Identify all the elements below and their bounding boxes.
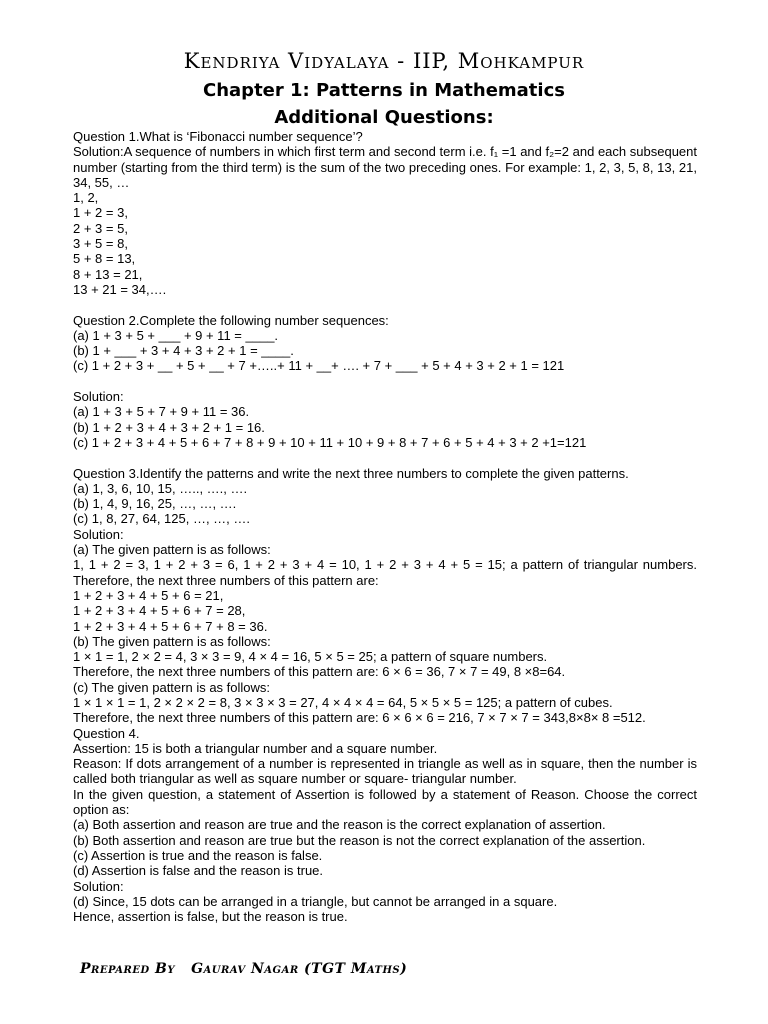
q4-solution-line: Hence, assertion is false, but the reason is true. (73, 909, 348, 925)
q2-solution-label: Solution: (73, 389, 124, 405)
q4-reason: Reason: If dots arrangement of a number is represented in triangle as well as in square, then the number is called both triangular as well as square number or square- triangular number. (73, 756, 697, 787)
question-2: Question 2.Complete the following number sequences: (73, 312, 389, 328)
fibonacci-line: 1, 2, (73, 190, 99, 206)
q3-a-line: 1 + 2 + 3 + 4 + 5 + 6 = 21, (73, 587, 224, 603)
q3-a-line: 1 + 2 + 3 + 4 + 5 + 6 + 7 + 8 = 36. (73, 618, 268, 634)
fibonacci-line: 13 + 21 = 34,…. (73, 281, 167, 297)
q2-solution-a: (a) 1 + 3 + 5 + 7 + 9 + 11 = 36. (73, 404, 250, 420)
q3-part-a: (a) 1, 3, 6, 10, 15, ….., …., …. (73, 480, 248, 496)
q3-solution-label: Solution: (73, 526, 124, 542)
q4-option-c: (c) Assertion is true and the reason is false. (73, 847, 323, 863)
q2-part-a: (a) 1 + 3 + 5 + ___ + 9 + 11 = ____. (73, 327, 279, 343)
fibonacci-line: 1 + 2 = 3, (73, 205, 128, 221)
document-body (73, 129, 697, 924)
prepared-by: Prepared By Gaurav Nagar (TGT Maths) (80, 961, 408, 977)
q3-b-next: Therefore, the next three numbers of this pattern are: 6 × 6 = 36, 7 × 7 = 49, 8 ×8=64. (73, 664, 566, 680)
spacer (73, 297, 697, 312)
q2-part-b: (b) 1 + ___ + 3 + 4 + 3 + 2 + 1 = ____. (73, 343, 294, 359)
q1-solution: Solution:A sequence of numbers in which first term and second term i.e. f₁ =1 and f₂=2 and each subsequent number (starting from the third term) is the sum of the two preceding ones. For example: 1, 2, 3, 5, 8, 13, 21, 34, 55, … (73, 144, 697, 190)
q3-c-next: Therefore, the next three numbers of this pattern are: 6 × 6 × 6 = 216, 7 × 7 × 7 = 343,8×8× 8 =512. (73, 710, 646, 726)
q4-option-d: (d) Assertion is false and the reason is true. (73, 863, 324, 879)
q3-part-b: (b) 1, 4, 9, 16, 25, …, …, …. (73, 496, 237, 512)
q4-option-b: (b) Both assertion and reason are true but the reason is not the correct explanation of the assertion. (73, 832, 646, 848)
chapter-title: Chapter 1: Patterns in Mathematics (203, 80, 565, 101)
fibonacci-line: 8 + 13 = 21, (73, 266, 143, 282)
spacer (73, 450, 697, 465)
q3-a-text: 1, 1 + 2 = 3, 1 + 2 + 3 = 6, 1 + 2 + 3 + 4 = 10, 1 + 2 + 3 + 4 + 5 = 15; a pattern of triangular numbers. Therefore, the next three numbers of this pattern are: (73, 557, 697, 588)
question-1: Question 1.What is ‘Fibonacci number sequence’? (73, 129, 363, 144)
q3-a-line: 1 + 2 + 3 + 4 + 5 + 6 + 7 = 28, (73, 603, 246, 619)
q3-c-text: 1 × 1 × 1 = 1, 2 × 2 × 2 = 8, 3 × 3 × 3 = 27, 4 × 4 × 4 = 64, 5 × 5 × 5 = 125; a pattern of cubes. (73, 694, 613, 710)
spacer (73, 374, 697, 389)
q3-b-text: 1 × 1 = 1, 2 × 2 = 4, 3 × 3 = 9, 4 × 4 = 16, 5 × 5 = 25; a pattern of square numbers. (73, 649, 548, 665)
q2-solution-b: (b) 1 + 2 + 3 + 4 + 3 + 2 + 1 = 16. (73, 419, 265, 435)
q2-solution-c: (c) 1 + 2 + 3 + 4 + 5 + 6 + 7 + 8 + 9 + 10 + 11 + 10 + 9 + 8 + 7 + 6 + 5 + 4 + 3 + 2 +1=121 (73, 434, 587, 450)
fibonacci-line: 3 + 5 = 8, (73, 236, 128, 252)
q4-solution-label: Solution: (73, 878, 124, 894)
school-name: Kendriya Vidyalaya - IIP, Mohkampur (183, 49, 585, 73)
question-3: Question 3.Identify the patterns and write the next three numbers to complete the given patterns. (73, 465, 629, 481)
q4-instruction: In the given question, a statement of Assertion is followed by a statement of Reason. Choose the correct option as: (73, 786, 697, 818)
section-subtitle: Additional Questions: (274, 107, 494, 128)
fibonacci-line: 5 + 8 = 13, (73, 251, 136, 267)
fibonacci-line: 2 + 3 = 5, (73, 220, 128, 236)
q3-part-c: (c) 1, 8, 27, 64, 125, …, …, …. (73, 511, 251, 527)
q4-option-a: (a) Both assertion and reason are true and the reason is the correct explanation of assertion. (73, 817, 606, 833)
q3-a-intro: (a) The given pattern is as follows: (73, 542, 271, 558)
q4-assertion: Assertion: 15 is both a triangular number and a square number. (73, 740, 438, 756)
q3-c-intro: (c) The given pattern is as follows: (73, 679, 271, 695)
q2-part-c: (c) 1 + 2 + 3 + __ + 5 + __ + 7 +…..+ 11 + __+ …. + 7 + ___ + 5 + 4 + 3 + 2 + 1 = 121 (73, 358, 565, 374)
q3-b-intro: (b) The given pattern is as follows: (73, 633, 271, 649)
question-4: Question 4. (73, 725, 140, 741)
q4-solution-line: (d) Since, 15 dots can be arranged in a triangle, but cannot be arranged in a square. (73, 893, 558, 909)
